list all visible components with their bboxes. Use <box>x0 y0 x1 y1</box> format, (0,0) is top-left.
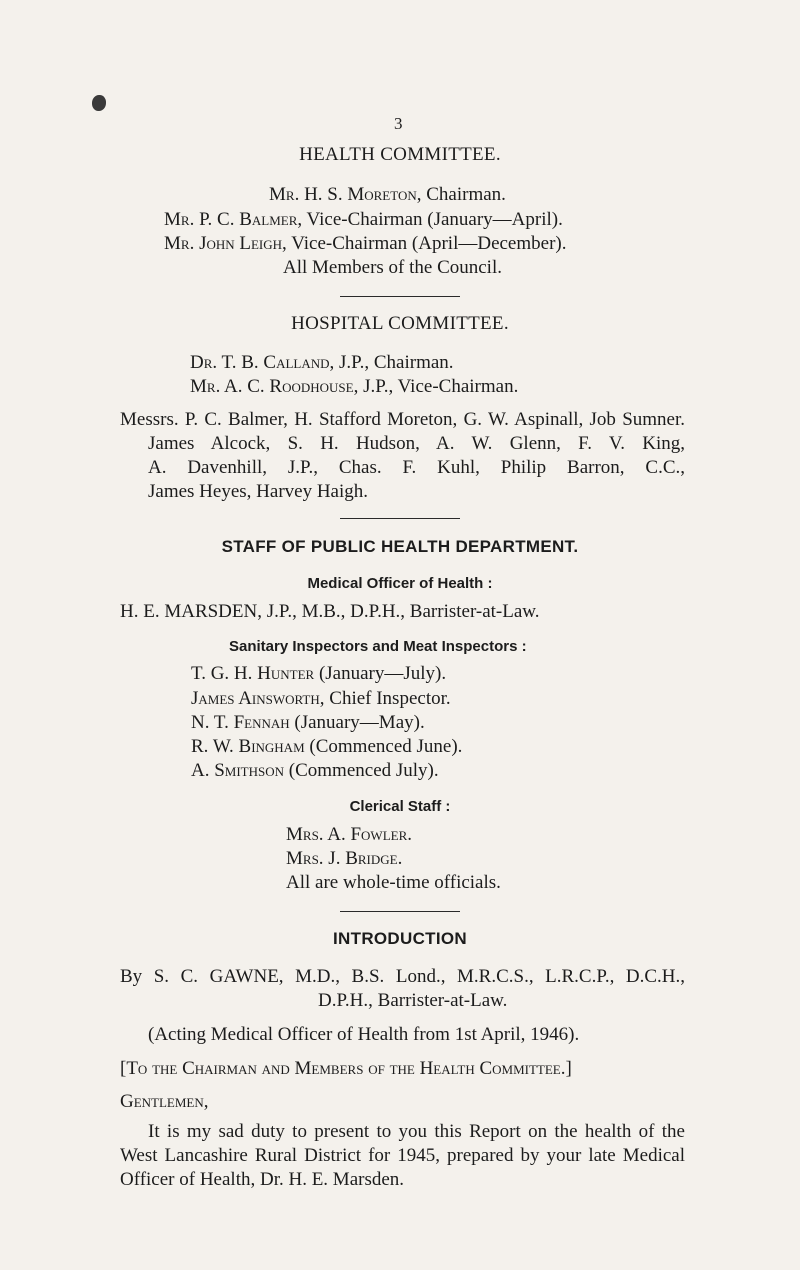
hospital-committee-heading: HOSPITAL COMMITTEE. <box>291 313 509 334</box>
hospital-committee-chairman: Dr. T. B. Calland, J.P., Chairman. <box>190 352 454 373</box>
body-line-3: Officer of Health, Dr. H. E. Marsden. <box>120 1169 405 1190</box>
health-committee-vice-chairman-2: Mr. John Leigh, Vice-Chairman (April—December). <box>164 233 567 254</box>
divider <box>340 518 460 519</box>
introduction-heading: INTRODUCTION <box>333 929 467 948</box>
hospital-members-line-2: James Alcock, S. H. Hudson, A. W. Glenn, F. V. King, <box>148 433 685 454</box>
clerical-subheading: Clerical Staff : <box>349 798 451 815</box>
hospital-committee-vice-chairman: Mr. A. C. Roodhouse, J.P., Vice-Chairman. <box>190 376 519 397</box>
page-number: 3 <box>394 114 403 133</box>
hospital-members-line-1: Messrs. P. C. Balmer, H. Stafford Moreton, G. W. Aspinall, Job Sumner. <box>120 409 685 430</box>
body-line-2: West Lancashire Rural District for 1945, prepared by your late Medical <box>120 1145 685 1166</box>
introduction-addressee: [To the Chairman and Members of the Health Committee.] <box>120 1058 572 1079</box>
moh-name: H. E. MARSDEN, J.P., M.B., D.P.H., Barrister-at-Law. <box>120 601 540 622</box>
staff-note: All are whole-time officials. <box>286 872 501 893</box>
health-committee-vice-chairman-1: Mr. P. C. Balmer, Vice-Chairman (January—April). <box>164 209 563 230</box>
hospital-members-line-3: A. Davenhill, J.P., Chas. F. Kuhl, Philip Barron, C.C., <box>148 457 685 478</box>
health-committee-chairman: Mr. H. S. Moreton, Chairman. <box>269 184 506 205</box>
body-line-1: It is my sad duty to present to you this Report on the health of the <box>148 1121 685 1142</box>
moh-subheading: Medical Officer of Health : <box>307 575 493 592</box>
staff-heading: STAFF OF PUBLIC HEALTH DEPARTMENT. <box>221 537 579 556</box>
inspector-1: T. G. H. Hunter (January—July). <box>191 663 447 684</box>
health-committee-heading: HEALTH COMMITTEE. <box>299 144 501 165</box>
salutation: Gentlemen, <box>120 1091 209 1112</box>
introduction-acting-note: (Acting Medical Officer of Health from 1st April, 1946). <box>148 1024 580 1045</box>
hospital-members-line-4: James Heyes, Harvey Haigh. <box>148 481 369 502</box>
introduction-author-line-1: By S. C. GAWNE, M.D., B.S. Lond., M.R.C.S., L.R.C.P., D.C.H., <box>120 966 685 987</box>
ink-blot-mark <box>92 95 106 111</box>
inspector-2: James Ainsworth, Chief Inspector. <box>191 688 451 709</box>
inspector-3: N. T. Fennah (January—May). <box>191 712 425 733</box>
clerical-staff-2: Mrs. J. Bridge. <box>286 848 403 869</box>
introduction-author-line-2: D.P.H., Barrister-at-Law. <box>318 990 508 1011</box>
inspector-5: A. Smithson (Commenced July). <box>191 760 439 781</box>
health-committee-members: All Members of the Council. <box>283 257 502 278</box>
inspectors-subheading: Sanitary Inspectors and Meat Inspectors : <box>229 638 527 655</box>
divider <box>340 296 460 297</box>
clerical-staff-1: Mrs. A. Fowler. <box>286 824 412 845</box>
inspector-4: R. W. Bingham (Commenced June). <box>191 736 463 757</box>
divider <box>340 911 460 912</box>
